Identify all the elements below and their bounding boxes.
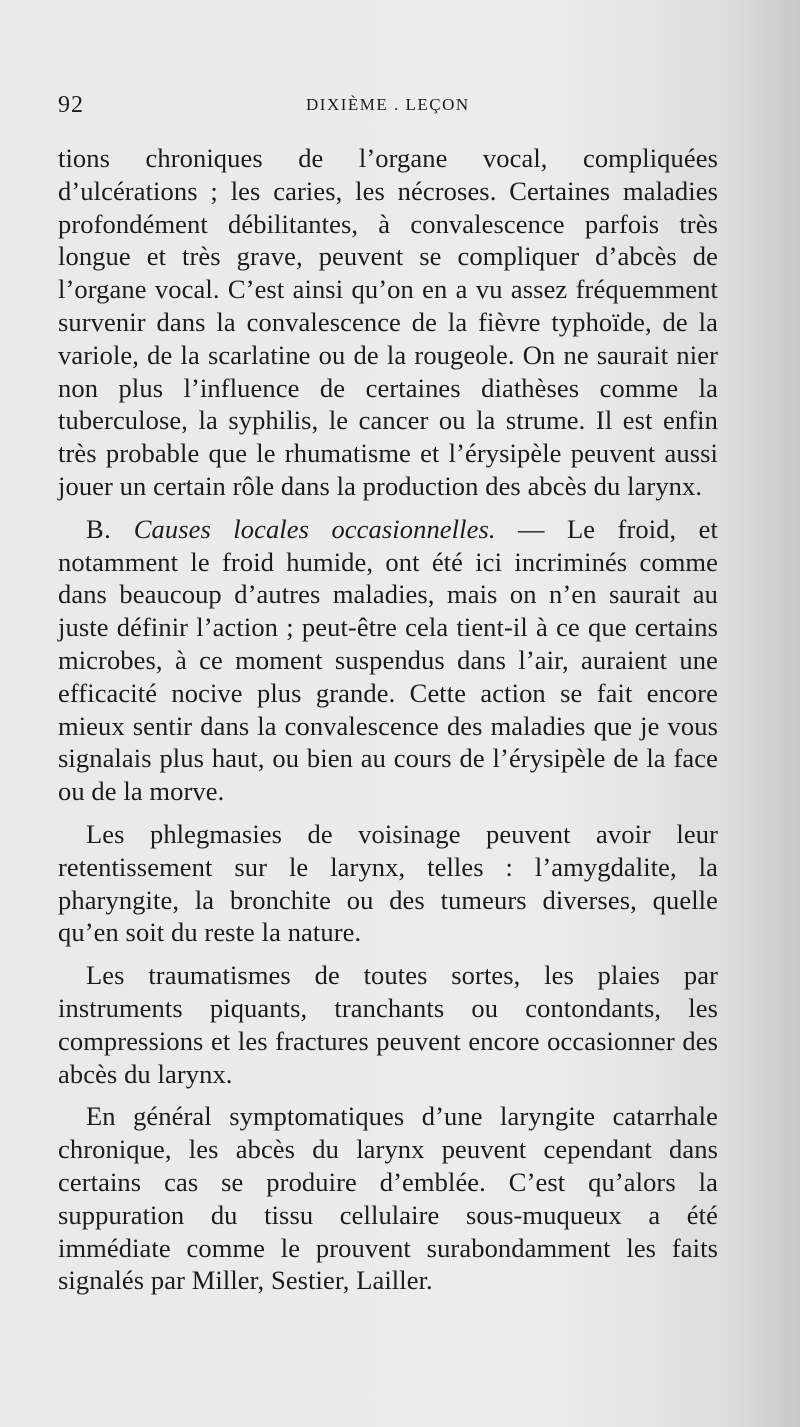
body-text — [58, 142, 718, 1297]
page-header — [58, 92, 720, 122]
paragraph-2 — [58, 513, 718, 808]
paragraph-5: En général symptomatiques d’une laryngite catarrhale chronique, les abcès du larynx peuvent cependant dans certains cas se produire d’emblée. C’est qu’alors la suppuration du tissu cellulaire sous-muqueux a été immédiate comme le prouvent surabondamment les faits signalés par Miller, Sestier, Lailler. — [58, 1101, 718, 1296]
section-label: B. — [86, 513, 112, 544]
paragraph-1: tions chroniques de l’organe vocal, compliquées d’ulcérations ; les caries, les nécroses. Certaines maladies profondément débilitantes, à convalescence parfois très longue et très grave, peuvent se compliquer d’abcès de l’organe vocal. C’est ainsi qu’on en a vu assez fréquemment survenir dans la convalescence de la fièvre typhoïde, de la variole, de la scarlatine ou de la rougeole. On ne saurait nier non plus l’influence de certaines diathèses comme la tuberculose, la syphilis, le cancer ou la strume. Il est enfin très probable que le rhumatisme et l’érysipèle peuvent aussi jouer un certain rôle dans la production des abcès du larynx. — [58, 143, 718, 501]
running-head: DIXIÈME . LEÇON — [306, 95, 470, 114]
page-number: 92 — [58, 92, 84, 118]
paragraph-2-text: — Le froid, et notamment le froid humide, ont été ici incriminés comme dans beaucoup d’autres maladies, mais on n’en saurait au juste définir l’action ; peut-être cela tient-il à ce que certains microbes, à ce moment suspendus dans l’air, auraient une efficacité nocive plus grande. Cette action se fait encore mieux sentir dans la convalescence des maladies que je vous signalais plus haut, ou bien au cours de l’érysipèle de la face ou de la morve. — [58, 513, 718, 807]
paragraph-3: Les phlegmasies de voisinage peuvent avoir leur retentissement sur le larynx, telles : l’amygdalite, la pharyngite, la bronchite ou des tumeurs diverses, quelle qu’en soit du reste la nature. — [58, 818, 718, 948]
paragraph-4: Les traumatismes de toutes sortes, les plaies par instruments piquants, tranchants ou contondants, les compressions et les fractures peuvent encore occasionner des abcès du larynx. — [58, 960, 718, 1089]
section-subheading: Causes locales occasionnelles. — [133, 513, 496, 544]
